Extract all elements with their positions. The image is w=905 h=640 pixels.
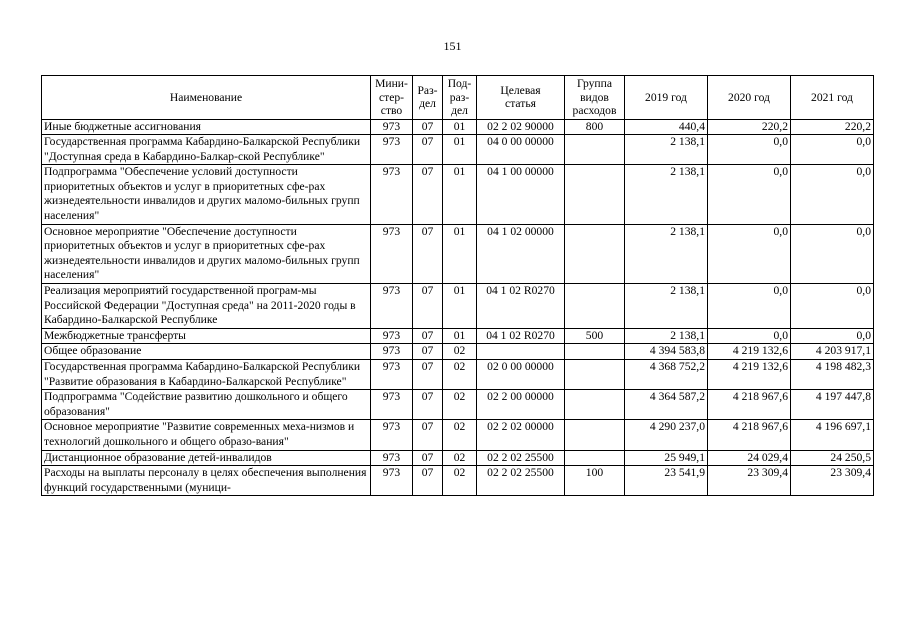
table-row <box>42 135 874 165</box>
cell-y2021: 24 250,5 <box>791 450 874 466</box>
cell-group <box>565 135 625 165</box>
header-name: Наименование <box>42 76 371 120</box>
cell-ministry: 973 <box>371 466 413 496</box>
cell-y2020: 4 219 132,6 <box>708 344 791 360</box>
cell-name: Подпрограмма "Обеспечение условий доступности приоритетных объектов и услуг в приоритетных сфе-рах жизнедеятельности инвалидов и других маломо-бильных групп населения" <box>42 165 371 224</box>
cell-ministry: 973 <box>371 360 413 390</box>
cell-group: 100 <box>565 466 625 496</box>
header-2019: 2019 год <box>625 76 708 120</box>
cell-subsection: 01 <box>443 328 477 344</box>
cell-group <box>565 284 625 329</box>
cell-section: 07 <box>413 420 443 450</box>
cell-y2020: 4 219 132,6 <box>708 360 791 390</box>
cell-y2020: 0,0 <box>708 165 791 224</box>
cell-group: 800 <box>565 119 625 135</box>
header-target-article: Целевая статья <box>477 76 565 120</box>
cell-section: 07 <box>413 119 443 135</box>
table-row <box>42 466 874 496</box>
cell-y2021: 0,0 <box>791 224 874 283</box>
cell-subsection: 01 <box>443 135 477 165</box>
table-row <box>42 360 874 390</box>
cell-y2019: 4 290 237,0 <box>625 420 708 450</box>
cell-subsection: 02 <box>443 360 477 390</box>
header-ministry: Мини- стер- ство <box>371 76 413 120</box>
cell-target: 04 1 02 R0270 <box>477 284 565 329</box>
header-2020: 2020 год <box>708 76 791 120</box>
table-header-row <box>42 76 874 120</box>
cell-y2021: 0,0 <box>791 328 874 344</box>
cell-section: 07 <box>413 224 443 283</box>
table-row <box>42 284 874 329</box>
cell-y2019: 4 364 587,2 <box>625 390 708 420</box>
table-row <box>42 119 874 135</box>
cell-ministry: 973 <box>371 344 413 360</box>
header-expense-group: Группа видов расходов <box>565 76 625 120</box>
cell-y2019: 2 138,1 <box>625 224 708 283</box>
cell-section: 07 <box>413 390 443 420</box>
cell-subsection: 01 <box>443 284 477 329</box>
cell-y2020: 0,0 <box>708 135 791 165</box>
cell-section: 07 <box>413 135 443 165</box>
cell-group <box>565 420 625 450</box>
cell-target: 02 2 02 25500 <box>477 466 565 496</box>
cell-y2021: 0,0 <box>791 135 874 165</box>
cell-name: Дистанционное образование детей-инвалидов <box>42 450 371 466</box>
cell-y2019: 2 138,1 <box>625 284 708 329</box>
cell-ministry: 973 <box>371 390 413 420</box>
cell-name: Основное мероприятие "Развитие современных меха-низмов и технологий дошкольного и общего образо-вания" <box>42 420 371 450</box>
header-2021: 2021 год <box>791 76 874 120</box>
cell-section: 07 <box>413 450 443 466</box>
cell-group: 500 <box>565 328 625 344</box>
cell-group <box>565 450 625 466</box>
cell-subsection: 01 <box>443 119 477 135</box>
cell-ministry: 973 <box>371 119 413 135</box>
cell-group <box>565 165 625 224</box>
cell-ministry: 973 <box>371 450 413 466</box>
cell-y2019: 25 949,1 <box>625 450 708 466</box>
cell-group <box>565 224 625 283</box>
cell-y2019: 2 138,1 <box>625 165 708 224</box>
cell-y2019: 440,4 <box>625 119 708 135</box>
cell-subsection: 01 <box>443 224 477 283</box>
cell-y2020: 0,0 <box>708 328 791 344</box>
cell-target: 02 0 00 00000 <box>477 360 565 390</box>
table-row <box>42 420 874 450</box>
cell-name: Общее образование <box>42 344 371 360</box>
cell-name: Подпрограмма "Содействие развитию дошкольного и общего образования" <box>42 390 371 420</box>
cell-target: 04 1 00 00000 <box>477 165 565 224</box>
budget-table <box>41 75 874 496</box>
header-section: Раз- дел <box>413 76 443 120</box>
cell-target: 04 1 02 R0270 <box>477 328 565 344</box>
cell-section: 07 <box>413 344 443 360</box>
cell-section: 07 <box>413 360 443 390</box>
header-subsection: Под- раз- дел <box>443 76 477 120</box>
table-row <box>42 328 874 344</box>
cell-name: Межбюджетные трансферты <box>42 328 371 344</box>
cell-y2020: 0,0 <box>708 284 791 329</box>
cell-target <box>477 344 565 360</box>
cell-name: Расходы на выплаты персоналу в целях обеспечения выполнения функций государственными (муници- <box>42 466 371 496</box>
cell-name: Основное мероприятие "Обеспечение доступности приоритетных объектов и услуг в приоритетных сфе-рах жизнедеятельности инвалидов и других маломо-бильных групп населения" <box>42 224 371 283</box>
cell-y2020: 4 218 967,6 <box>708 390 791 420</box>
cell-y2020: 220,2 <box>708 119 791 135</box>
cell-target: 04 1 02 00000 <box>477 224 565 283</box>
cell-ministry: 973 <box>371 135 413 165</box>
cell-y2021: 220,2 <box>791 119 874 135</box>
cell-y2019: 2 138,1 <box>625 328 708 344</box>
cell-subsection: 02 <box>443 390 477 420</box>
cell-ministry: 973 <box>371 224 413 283</box>
cell-target: 02 2 02 25500 <box>477 450 565 466</box>
cell-group <box>565 390 625 420</box>
cell-name: Государственная программа Кабардино-Балкарской Республики "Доступная среда в Кабардино-Балкар-ской Республике" <box>42 135 371 165</box>
table-row <box>42 344 874 360</box>
cell-group <box>565 360 625 390</box>
cell-section: 07 <box>413 165 443 224</box>
cell-y2019: 23 541,9 <box>625 466 708 496</box>
cell-section: 07 <box>413 284 443 329</box>
table-row <box>42 165 874 224</box>
cell-name: Государственная программа Кабардино-Балкарской Республики "Развитие образования в Кабардино-Балкарской Республике" <box>42 360 371 390</box>
cell-y2019: 2 138,1 <box>625 135 708 165</box>
cell-y2020: 23 309,4 <box>708 466 791 496</box>
cell-ministry: 973 <box>371 165 413 224</box>
page-number: 151 <box>443 39 462 53</box>
cell-y2020: 24 029,4 <box>708 450 791 466</box>
cell-target: 02 2 00 00000 <box>477 390 565 420</box>
cell-y2021: 23 309,4 <box>791 466 874 496</box>
cell-name: Иные бюджетные ассигнования <box>42 119 371 135</box>
cell-subsection: 02 <box>443 344 477 360</box>
cell-name: Реализация мероприятий государственной програм-мы Российской Федерации "Доступная среда" на 2011-2020 годы в Кабардино-Балкарской Республике <box>42 284 371 329</box>
cell-y2021: 0,0 <box>791 165 874 224</box>
cell-ministry: 973 <box>371 420 413 450</box>
cell-section: 07 <box>413 466 443 496</box>
cell-subsection: 02 <box>443 420 477 450</box>
cell-y2020: 4 218 967,6 <box>708 420 791 450</box>
cell-target: 04 0 00 00000 <box>477 135 565 165</box>
cell-target: 02 2 02 00000 <box>477 420 565 450</box>
cell-subsection: 01 <box>443 165 477 224</box>
cell-ministry: 973 <box>371 328 413 344</box>
cell-y2019: 4 394 583,8 <box>625 344 708 360</box>
table-row <box>42 450 874 466</box>
cell-subsection: 02 <box>443 466 477 496</box>
cell-y2021: 4 203 917,1 <box>791 344 874 360</box>
cell-y2021: 0,0 <box>791 284 874 329</box>
cell-ministry: 973 <box>371 284 413 329</box>
table-row <box>42 390 874 420</box>
cell-y2021: 4 198 482,3 <box>791 360 874 390</box>
cell-y2020: 0,0 <box>708 224 791 283</box>
table-row <box>42 224 874 283</box>
cell-y2021: 4 197 447,8 <box>791 390 874 420</box>
cell-subsection: 02 <box>443 450 477 466</box>
cell-section: 07 <box>413 328 443 344</box>
cell-group <box>565 344 625 360</box>
cell-target: 02 2 02 90000 <box>477 119 565 135</box>
cell-y2019: 4 368 752,2 <box>625 360 708 390</box>
table-body <box>42 119 874 496</box>
cell-y2021: 4 196 697,1 <box>791 420 874 450</box>
